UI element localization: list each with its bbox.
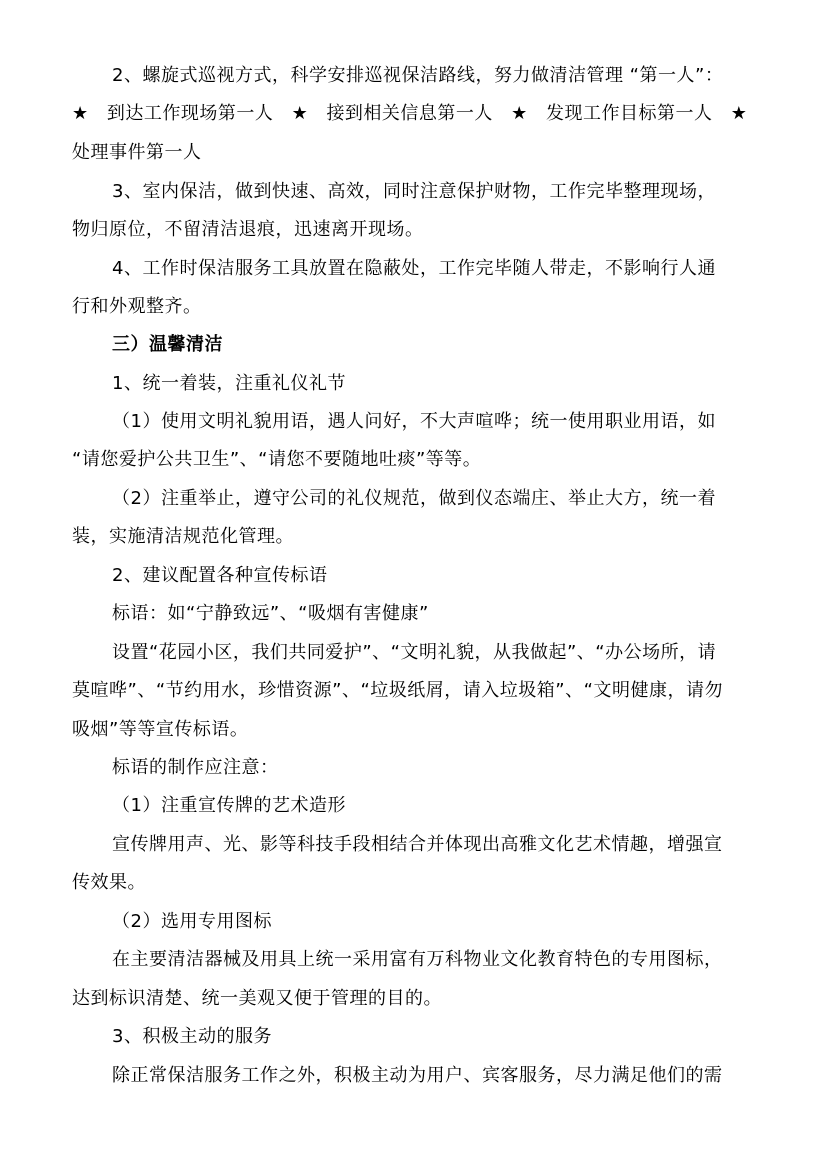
paragraph-line: 设置“花园小区，我们共同爱护”、“文明礼貌，从我做起”、“办公场所，请 [112,642,717,663]
paragraph-line: 装，实施清洁规范化管理。 [72,526,294,547]
paragraph-line: 4、工作时保洁服务工具放置在隐蔽处，工作完毕随人带走，不影响行人通 [112,258,716,279]
paragraph-line: 2、螺旋式巡视方式，科学安排巡视保洁路线，努力做清洁管理 “第一人”： [112,65,724,86]
paragraph-line: 3、室内保洁，做到快速、高效，同时注意保护财物，工作完毕整理现场， [112,181,716,202]
paragraph-line: （2）注重举止，遵守公司的礼仪规范，做到仪态端庄、举止大方，统一着 [112,488,716,509]
paragraph-line: 行和外观整齐。 [72,296,202,317]
paragraph-line: 1、统一着装，注重礼仪礼节 [112,373,346,394]
paragraph-line: 2、建议配置各种宣传标语 [112,565,328,586]
paragraph-line: “请您爱护公共卫生”、“请您不要随地吐痰”等等。 [72,449,482,470]
paragraph-line: （1）使用文明礼貌用语，遇人问好，不大声喧哗；统一使用职业用语，如 [112,411,716,432]
paragraph-line: （2）选用专用图标 [112,911,272,932]
paragraph-line: 标语的制作应注意： [112,757,279,778]
paragraph-line: ★ 到达工作现场第一人 ★ 接到相关信息第一人 ★ 发现工作目标第一人 ★ [72,103,748,124]
section-heading: 三）温馨清洁 [112,334,223,355]
paragraph-line: 宣传牌用声、光、影等科技手段相结合并体现出高雅文化艺术情趣，增强宣 [112,834,723,855]
paragraph-line: 物归原位，不留清洁退痕，迅速离开现场。 [72,219,424,240]
paragraph-line: （1）注重宣传牌的艺术造形 [112,795,346,816]
paragraph-line: 传效果。 [72,872,146,893]
paragraph-line: 除正常保洁服务工作之外，积极主动为用户、宾客服务，尽力满足他们的需 [112,1065,723,1086]
paragraph-line: 标语：如“宁静致远”、“吸烟有害健康” [112,603,429,624]
paragraph-line: 处理事件第一人 [72,142,202,163]
paragraph-line: 3、积极主动的服务 [112,1026,272,1047]
paragraph-line: 达到标识清楚、统一美观又便于管理的目的。 [72,988,442,1009]
paragraph-line: 在主要清洁器械及用具上统一采用富有万科物业文化教育特色的专用图标， [112,949,723,970]
paragraph-line: 吸烟”等等宣传标语。 [72,719,249,740]
paragraph-line: 莫喧哗”、“节约用水，珍惜资源”、“垃圾纸屑，请入垃圾箱”、“文明健康，请勿 [72,680,723,701]
